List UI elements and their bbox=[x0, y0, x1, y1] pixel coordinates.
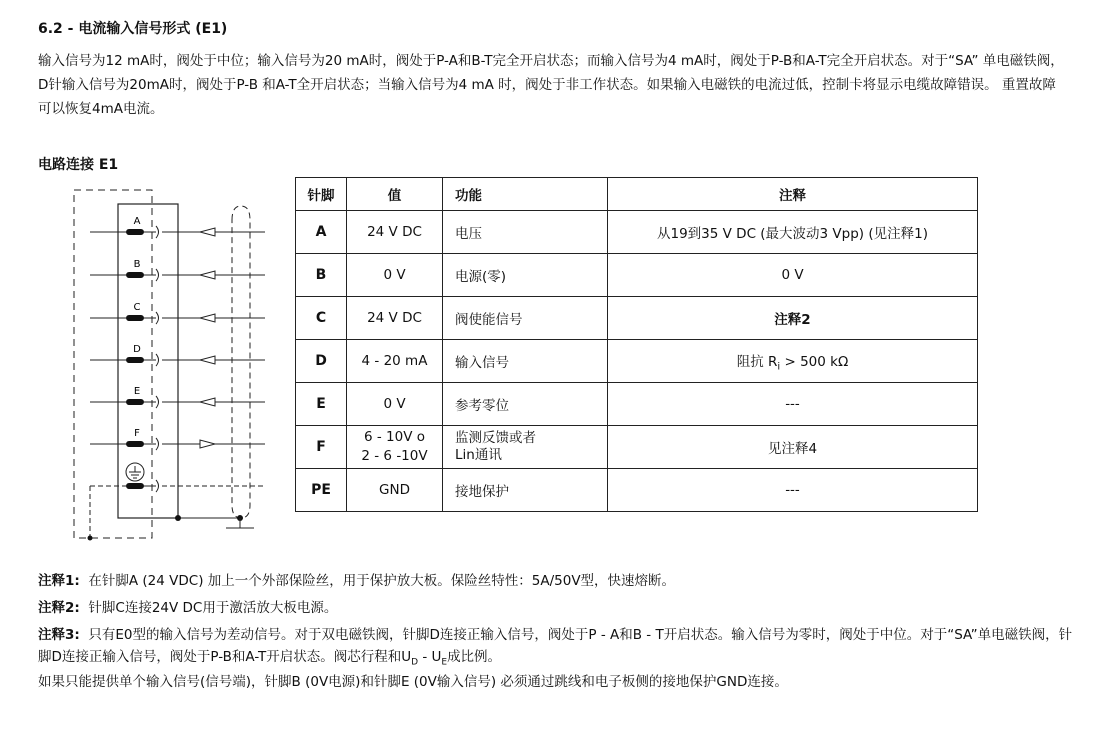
function-cell bbox=[443, 426, 608, 469]
svg-text:A: A bbox=[133, 216, 141, 227]
intro-paragraph: 输入信号为12 mA时，阀处于中位；输入信号为20 mA时，阀处于P-A和B-T完全开启状态；而输入信号为4 mA时，阀处于P-B和A-T完全开启状态。对于“SA” 单电磁铁阀，D针输入信号为20mA时，阀处于P-B 和A-T全开启状态；当输入信号为4 mA 时，阀处于非工作状态。如果输入电磁铁的电流过低，控制卡将显示电缆故障错误。 重置故障可以恢复4mA电流。 bbox=[38, 53, 1064, 117]
function-line: 监测反馈或者 bbox=[455, 430, 536, 446]
pin-cell: C bbox=[296, 297, 347, 340]
value-cell: 0 V bbox=[347, 383, 443, 426]
function-cell: 电压 bbox=[443, 211, 608, 254]
note-cell bbox=[608, 340, 978, 383]
note-cell: 从19到35 V DC (最大波动3 Vpp) (见注释1) bbox=[608, 211, 978, 254]
pin-cell: A bbox=[296, 211, 347, 254]
note-text: 只有E0型的输入信号为差动信号。对于双电磁铁阀，针脚D连接正输入信号，阀处于P - A和B - T开启状态。输入信号为零时，阀处于中位。对于“SA”单电磁铁阀，针脚D连接正输入信号，阀处于P-B和A-T开启状态。阀芯行程和U bbox=[38, 627, 1073, 665]
note-cell: --- bbox=[608, 469, 978, 512]
table-row bbox=[296, 383, 978, 426]
value-cell: GND bbox=[347, 469, 443, 512]
value-cell: 24 V DC bbox=[347, 297, 443, 340]
note-subscript: E bbox=[441, 657, 448, 668]
svg-text:F: F bbox=[134, 428, 140, 439]
function-cell: 参考零位 bbox=[443, 383, 608, 426]
pin-cell: PE bbox=[296, 469, 347, 512]
svg-text:E: E bbox=[133, 386, 141, 397]
circuit-heading: 电路连接 E1 bbox=[38, 157, 119, 173]
note-text: 在针脚A (24 VDC) 加上一个外部保险丝，用于保护放大板。保险丝特性：5A/50V型，快速熔断。 bbox=[88, 573, 676, 589]
pin-table bbox=[295, 177, 978, 512]
note-text: 针脚C连接24V DC用于激活放大板电源。 bbox=[88, 600, 338, 616]
section-heading: 6.2 - 电流输入信号形式 (E1) bbox=[38, 21, 228, 37]
note-text: - U bbox=[418, 649, 442, 665]
table-row bbox=[296, 469, 978, 512]
svg-text:D: D bbox=[133, 344, 141, 355]
note-cell: 注释2 bbox=[608, 297, 978, 340]
note-subscript: i bbox=[777, 361, 781, 373]
table-header-row bbox=[296, 178, 978, 211]
table-row bbox=[296, 426, 978, 469]
note-label: 注释3: bbox=[38, 627, 80, 643]
ground-icon bbox=[126, 463, 144, 481]
table-row bbox=[296, 254, 978, 297]
value-cell bbox=[347, 426, 443, 469]
note-2 bbox=[38, 597, 1078, 619]
svg-text:C: C bbox=[133, 302, 141, 313]
value-cell: 0 V bbox=[347, 254, 443, 297]
table-row bbox=[296, 297, 978, 340]
note-label: 注释2: bbox=[38, 600, 80, 616]
header-note: 注释 bbox=[608, 178, 978, 211]
note-4: 如果只能提供单个输入信号(信号端)，针脚B (0V电源)和针脚E (0V输入信号) 必须通过跳线和电子板侧的接地保护GND连接。 bbox=[38, 674, 788, 690]
table-row bbox=[296, 340, 978, 383]
note-cell: 见注释4 bbox=[608, 426, 978, 469]
wiring-diagram bbox=[60, 180, 295, 545]
note-cell: --- bbox=[608, 383, 978, 426]
value-cell: 24 V DC bbox=[347, 211, 443, 254]
note-text: > 500 kΩ bbox=[780, 353, 849, 370]
note-text: 成比例。 bbox=[447, 649, 502, 665]
note-3 bbox=[38, 624, 1078, 674]
pin-cell: B bbox=[296, 254, 347, 297]
function-cell: 接地保护 bbox=[443, 469, 608, 512]
value-cell: 4 - 20 mA bbox=[347, 340, 443, 383]
pin-cell: E bbox=[296, 383, 347, 426]
note-1 bbox=[38, 570, 1078, 592]
pin-cell: F bbox=[296, 426, 347, 469]
pin-cell: D bbox=[296, 340, 347, 383]
function-line: Lin通讯 bbox=[455, 447, 502, 463]
note-cell: 0 V bbox=[608, 254, 978, 297]
header-value: 值 bbox=[347, 178, 443, 211]
header-pin: 针脚 bbox=[296, 178, 347, 211]
svg-text:B: B bbox=[133, 259, 141, 270]
function-cell: 阀使能信号 bbox=[443, 297, 608, 340]
table-row bbox=[296, 211, 978, 254]
note-subscript: D bbox=[411, 657, 419, 668]
function-cell: 电源(零) bbox=[443, 254, 608, 297]
header-function: 功能 bbox=[443, 178, 608, 211]
value-line: 2 - 6 -10V bbox=[361, 448, 428, 464]
note-text: 阻抗 R bbox=[736, 353, 778, 370]
function-cell: 输入信号 bbox=[443, 340, 608, 383]
value-line: 6 - 10V o bbox=[363, 429, 425, 445]
pin-row-pe bbox=[88, 480, 266, 541]
note-label: 注释1: bbox=[38, 573, 80, 589]
